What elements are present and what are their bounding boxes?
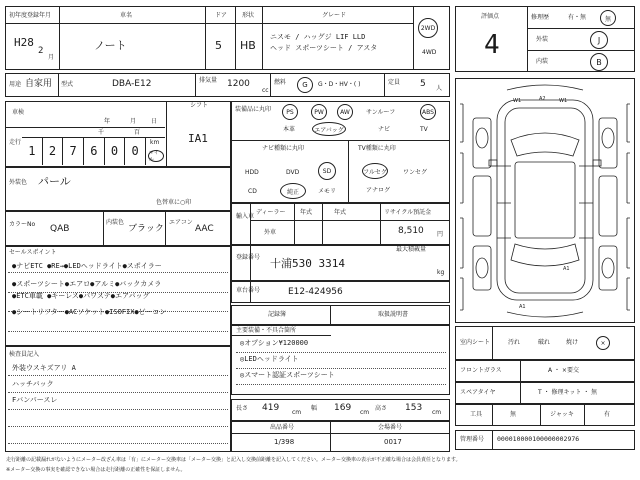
- lot-label: 出品番号: [270, 424, 295, 431]
- exhibit-value: 0017: [384, 438, 402, 446]
- color-value: パール: [38, 175, 71, 188]
- seat-x-circle: ×: [596, 336, 610, 350]
- width-unit: cm: [360, 409, 370, 416]
- sunroof-label: サンルーフ: [366, 109, 396, 116]
- record-label: 記録簿: [268, 311, 287, 318]
- code-value: QAB: [50, 224, 70, 234]
- spare-value: T ・ 修理キット ・ 無: [538, 389, 598, 396]
- capacity-label: 最大積載量: [396, 246, 427, 253]
- mileage-digit: 1: [22, 137, 43, 165]
- nav-title: ナビ種類に丸印: [262, 145, 305, 152]
- mgmt-label: 管理番号: [460, 436, 485, 443]
- equip-leather: 本革: [283, 126, 296, 133]
- color-note: 色替車に○印: [156, 199, 192, 206]
- disp-label: 排気量: [199, 77, 218, 84]
- diagram-label: W1: [559, 98, 568, 104]
- inspector-line: Fバンパースレ: [12, 396, 58, 404]
- abs-circle: ABS: [420, 104, 436, 120]
- check-month: 月: [130, 118, 137, 125]
- fuel-value: G・D・HV・( ): [318, 81, 361, 88]
- use-value: 自家用: [25, 79, 53, 89]
- mileage-digit: 7: [63, 137, 84, 165]
- check-label: 車検: [12, 109, 25, 116]
- option-line: ◎LEDヘッドライト: [240, 355, 299, 363]
- score-value: 4: [484, 30, 500, 60]
- interior-grade-label: 内装: [536, 58, 549, 65]
- length-unit: cm: [292, 409, 302, 416]
- mileage-digit: 2: [43, 137, 64, 165]
- ps-circle: PS: [282, 104, 298, 120]
- tv-oneseg: ワンセグ: [403, 169, 428, 176]
- shift-value: IA1: [188, 132, 208, 145]
- digit-label: 千: [98, 129, 105, 136]
- option-line: ◎スマート認証スポーツシート: [240, 371, 335, 379]
- record-box: [231, 305, 450, 325]
- sales-line: ●スポーツシート●エアロ●アルミ●バックカメラ: [12, 280, 162, 288]
- diagram-label: A1: [563, 266, 570, 272]
- capacity-unit: kg: [437, 269, 445, 276]
- km-label: km: [150, 139, 160, 146]
- name-value: ノート: [94, 39, 127, 52]
- seat-burn: 焼け: [566, 339, 579, 346]
- tool-value: 無: [510, 411, 517, 418]
- check-day: 日: [151, 118, 158, 125]
- chassis-label: 車台番号: [236, 287, 261, 294]
- equip-navi: ナビ: [378, 126, 391, 133]
- footer-line1: 走行距離の記載漏れがないようにメーター改ざん車は「有」にメーター交換車は「メーター交換」と記入し交換前距離を記入してください。メーター交換車の表示が不正確な場合は会員責任となります。: [6, 457, 461, 463]
- grade-value1: ニスモ / ハッグジ LIF LLD: [270, 33, 366, 41]
- mileage-digit: 0: [125, 137, 146, 165]
- airbag-circle: エアバッグ: [312, 122, 346, 136]
- recycle-label: リサイクル預託金: [384, 209, 432, 216]
- options-title: 主要装備・不具合箇所: [236, 327, 297, 334]
- seat-cond-label: 室内シート: [460, 339, 491, 346]
- nav-sd-circle: SD: [318, 162, 336, 180]
- length-label: 長さ: [236, 405, 249, 412]
- model-year-label: 年式: [334, 209, 347, 216]
- aw-circle: AW: [337, 104, 353, 120]
- option-line: ◎オプション¥120000: [240, 339, 309, 347]
- car-diagram: [455, 78, 635, 323]
- color-label: 外装色: [9, 179, 28, 186]
- aircon-label: エアコン: [169, 219, 193, 226]
- inspector-line: 外装ウスキズアリ A: [12, 364, 76, 372]
- height-label: 高さ: [375, 405, 388, 412]
- sales-line: ●ナビETC ●RE→●LEDヘッドライト●スポイラー: [12, 262, 162, 270]
- interior-circle: B: [590, 53, 608, 71]
- exterior-label: 外装: [536, 36, 549, 43]
- height-value: 153: [405, 403, 423, 413]
- dealer-label: ディーラー: [256, 209, 286, 216]
- seat-label: 定員: [388, 79, 401, 86]
- sales-title: セールスポイント: [9, 249, 57, 256]
- nav-cd: CD: [248, 188, 257, 195]
- reg-value: H28: [14, 36, 34, 49]
- nav-memory: メモリ: [318, 188, 337, 195]
- interior-value: ブラック: [128, 224, 164, 234]
- seat-dirt: 汚れ: [508, 339, 521, 346]
- glass-label: フロントガラス: [460, 367, 502, 374]
- sales-line: ●シートリフター●ACソケット●ISOFIX●ビーコン: [12, 308, 167, 316]
- equipment-title: 装備品に丸印: [235, 106, 272, 113]
- dist-label: 走行: [9, 139, 22, 146]
- spare-label: スペアタイヤ: [460, 389, 496, 396]
- aircon-value: AAC: [195, 224, 214, 234]
- dealer-value: 外車: [264, 229, 277, 236]
- score-label: 評価点: [481, 13, 500, 20]
- exhibit-label: 会場番号: [378, 424, 403, 431]
- tv-analog: アナログ: [366, 187, 391, 194]
- height-unit: cm: [432, 409, 442, 416]
- nav-dvd: DVD: [286, 169, 300, 176]
- grade-label: グレード: [322, 12, 347, 19]
- seat-unit: 人: [436, 85, 443, 92]
- grade-2wd-circle: 2WD: [418, 18, 438, 38]
- diagram-label: A1: [519, 304, 526, 310]
- reg-label: 初年度登録年月: [9, 12, 52, 19]
- disp-unit: cc: [262, 87, 269, 94]
- model-label: 型式: [61, 81, 74, 88]
- door-label: ドア: [215, 12, 227, 19]
- tv-title: TV種類に丸印: [358, 145, 396, 152]
- code-label: カラーNo: [9, 221, 36, 228]
- grade-4wd: 4WD: [422, 49, 437, 56]
- year-label: 年式: [300, 209, 313, 216]
- mileage-digit: 6: [84, 137, 105, 165]
- glass-value: A ・ ×要交: [548, 367, 579, 374]
- mgmt-value: 000010000100000002976: [497, 435, 580, 443]
- import-label: 輸入車: [236, 213, 255, 220]
- footer-line2: ※メーター交換の事実を確認できない場合は走行距離の正確性を保証しません。: [6, 467, 186, 473]
- tv-fullseg-circle: フルセグ: [362, 163, 388, 179]
- lot-box: [231, 421, 450, 452]
- plate-label: 登録番号: [236, 254, 261, 261]
- length-value: 419: [262, 403, 280, 413]
- repair-label: 修理歴: [531, 14, 550, 21]
- manual-label: 取扱説明書: [378, 311, 409, 318]
- fuel-label: 燃料: [274, 79, 287, 86]
- reg-unit: 月: [48, 54, 55, 61]
- shape-value: HB: [240, 39, 256, 52]
- seat-value: 5: [420, 79, 426, 89]
- pw-circle: PW: [311, 104, 327, 120]
- diagram-label: A2: [539, 96, 546, 102]
- interior-label: 内装色: [106, 219, 125, 226]
- lot-value: 1/398: [274, 438, 295, 446]
- name-label: 車名: [120, 12, 133, 19]
- use-label: 用途: [9, 81, 22, 88]
- mileage-digits: [22, 137, 146, 165]
- fuel-circle: G: [297, 77, 313, 93]
- digit-label2: 百: [134, 129, 141, 136]
- tool-label: 工具: [470, 411, 483, 418]
- door-value: 5: [215, 39, 222, 52]
- equip-tv: TV: [420, 126, 428, 133]
- header-row: [5, 6, 450, 70]
- recycle-unit: 円: [437, 231, 444, 238]
- nav-genuine-circle: 純正: [280, 183, 306, 199]
- jack-value: 有: [604, 411, 611, 418]
- chassis-value: E12-424956: [288, 287, 343, 297]
- shift-label: シフト: [190, 102, 209, 109]
- exterior-circle: J: [590, 31, 608, 49]
- disp-value: 1200: [227, 79, 250, 89]
- model-value: DBA-E12: [112, 79, 152, 89]
- color-box: [5, 167, 231, 211]
- reg-month: 2: [38, 46, 44, 56]
- plate-value: 十浦530 3314: [270, 257, 345, 270]
- jack-label: ジャッキ: [550, 411, 574, 418]
- diagram-label: W1: [513, 98, 522, 104]
- nav-hdd: HDD: [245, 169, 259, 176]
- mileage-digit: 0: [105, 137, 126, 165]
- repair-none-circle: 無: [600, 10, 616, 26]
- repair-value: 有・無: [568, 14, 587, 21]
- mile-circle: マイル: [148, 150, 164, 162]
- check-year: 年: [104, 118, 111, 125]
- width-value: 169: [334, 403, 352, 413]
- inspector-line: ハッチバック: [12, 380, 54, 388]
- shape-label: 形状: [242, 12, 255, 19]
- inspector-title: 検査員記入: [9, 351, 40, 358]
- sales-line: ●ETC車載 ●キーレス●パワステ●エアバッグ: [12, 292, 150, 300]
- recycle-value: 8,510: [398, 226, 424, 236]
- seat-tear: 破れ: [538, 339, 551, 346]
- width-label: 幅: [311, 405, 318, 412]
- grade-value2: ヘッド スポーツシート / アスタ: [270, 44, 378, 52]
